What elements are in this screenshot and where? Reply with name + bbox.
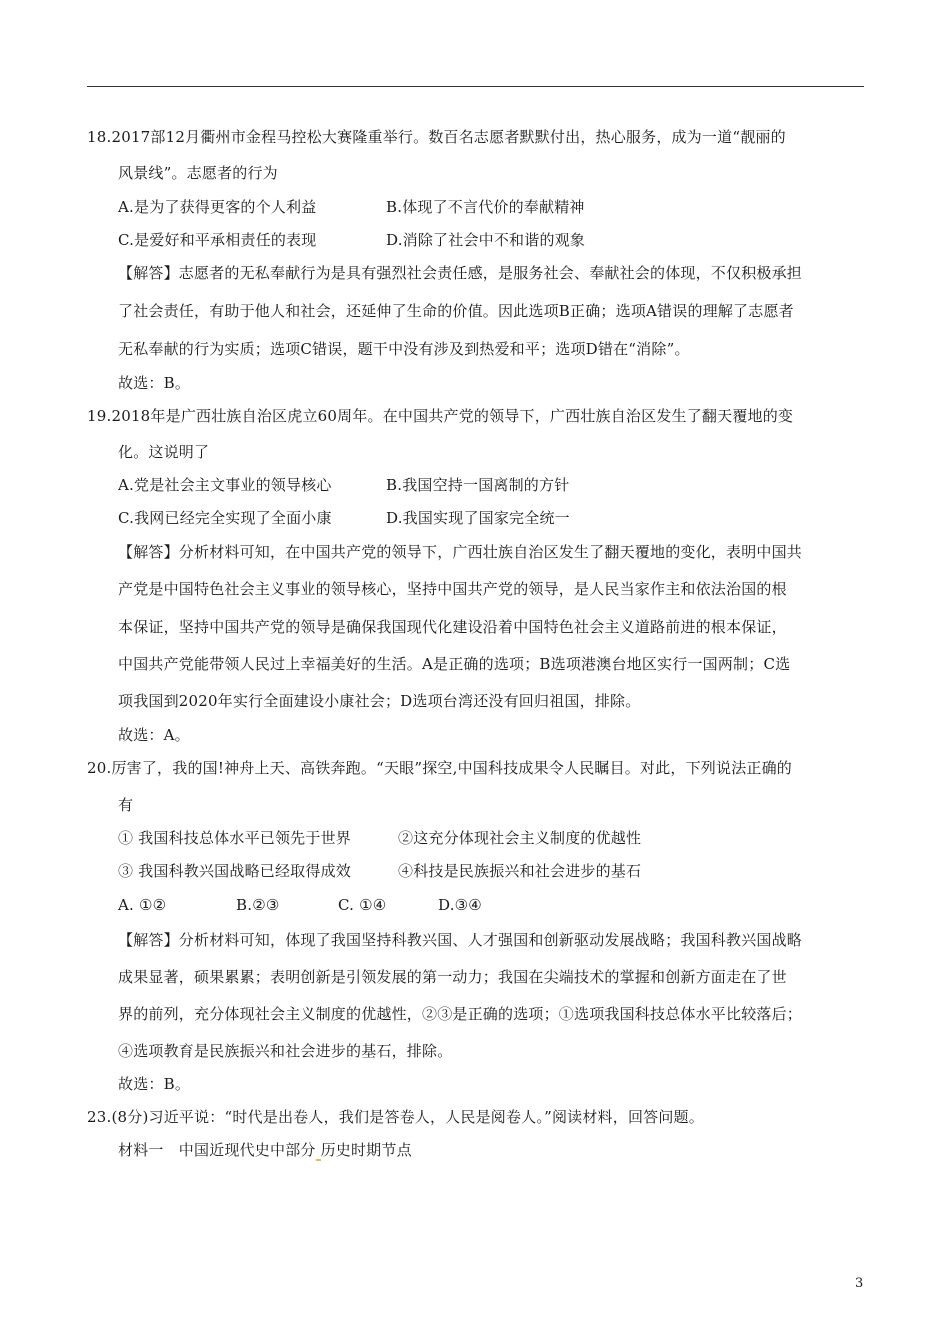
question-20-choice-c: C. ①④ <box>338 896 387 914</box>
question-18-option-b: B.体现了不言代价的奉献精神 <box>386 198 585 216</box>
question-20-answer-line-2: 成果显著，硕果累累；表明创新是引领发展的第一动力；我国在尖端技术的掌握和创新方面走在了世 <box>118 968 787 986</box>
question-18-final-answer: 故选：B。 <box>118 374 191 392</box>
question-19-answer-line-2: 产党是中国特色社会主义事业的领导核心，坚持中国共产党的领导，是人民当家作主和依法治国的根 <box>118 580 787 598</box>
question-19-answer-line-3: 本保证，坚持中国共产党的领导是确保我国现代化建设沿着中国特色社会主义道路前进的根本保证， <box>118 618 787 636</box>
question-18-stem-line-2: 风景线”。志愿者的行为 <box>118 164 278 182</box>
question-19-option-c: C.我网已经完全实现了全面小康 <box>118 509 332 527</box>
question-19-answer-line-1: 【解答】分析材料可知，在中国共产党的领导下，广西壮族自治区发生了翻天覆地的变化，表明中国共 <box>118 543 803 561</box>
question-18-option-d: D.消除了社会中不和谐的观象 <box>386 231 586 249</box>
question-19-stem-line-1: 19.2018年是广西壮族自治区虎立60周年。在中国共产党的领导下，广西壮族自治区发生了翻天覆地的变 <box>87 407 794 425</box>
question-20-statement-1: ① 我国科技总体水平已领先于世界 <box>118 829 351 847</box>
question-20-answer-line-3: 界的前列，充分体现社会主义制度的优越性，②③是正确的选项；①选项我国科技总体水平比较落后； <box>118 1005 803 1023</box>
question-19-answer-line-4: 中国共产党能带领人民过上幸福美好的生活。A是正确的选项；B选项港澳台地区实行一国两制；C选 <box>118 655 791 673</box>
question-20-stem-line-2: 有 <box>118 796 134 814</box>
question-19-stem-line-2: 化。这说明了 <box>118 443 210 461</box>
question-23-stem: 23.(8分)习近平说：“时代是出卷人，我们是答卷人，人民是阅卷人。”阅读材料，回答问题。 <box>87 1108 704 1126</box>
header-rule <box>87 86 864 87</box>
question-18-option-c: C.是爱好和平承相责任的表现 <box>118 231 317 249</box>
question-19-option-a: A.党是社会主文事业的领导核心 <box>118 476 332 494</box>
question-18-option-a: A.是为了获得更客的个人利益 <box>118 198 317 216</box>
question-20-final-answer: 故选：B。 <box>118 1075 191 1093</box>
question-18-answer-line-2: 了社会责任，有助于他人和社会，还延伸了生命的价值。因此选项B正确；选项A错误的理解了志愿者 <box>118 302 794 320</box>
question-18-answer-line-3: 无私奉献的行为实质；选项C错误，题干中没有涉及到热爱和平；选项D错在“消除”。 <box>118 340 690 358</box>
question-20-answer-line-1: 【解答】分析材料可知，体现了我国坚持科教兴国、人才强国和创新驱动发展战略；我国科教兴国战略 <box>118 931 803 949</box>
question-19-option-b: B.我国空持一国离制的方针 <box>386 476 570 494</box>
question-20-statement-3: ③ 我国科教兴国战略已经取得成效 <box>118 862 351 880</box>
question-20-stem-line-1: 20.厉害了，我的国!神舟上天、高铁奔跑。“天眼”探空,中国科技成果令人民瞩目。对此，下列说法正确的 <box>87 759 792 777</box>
question-20-statement-2: ②这充分体现社会主义制度的优越性 <box>398 829 642 847</box>
question-19-final-answer: 故选：A。 <box>118 726 190 744</box>
page-number: 3 <box>855 1276 864 1291</box>
question-18-answer-line-1: 【解答】志愿者的无私奉献行为是具有强烈社会责任感，是服务社会、奉献社会的体现，不仅积极承担 <box>118 264 803 282</box>
question-20-choice-d: D.③④ <box>438 896 482 914</box>
material-heading-prefix: 材料一 中国近现代史中部分 <box>118 1141 316 1159</box>
question-20-choice-b: B.②③ <box>236 896 280 914</box>
question-23-material-heading <box>118 1140 412 1160</box>
question-19-answer-line-5: 项我国到2020年实行全面建设小康社会；D选项台湾还没有回归祖国，排除。 <box>118 692 641 710</box>
question-19-option-d: D.我国实现了国家完全统一 <box>386 509 570 527</box>
question-20-answer-line-4: ④选项教育是民族振兴和社会进步的基石，排除。 <box>118 1042 453 1060</box>
material-heading-suffix: 历史时期节点 <box>320 1141 412 1159</box>
question-20-choice-a: A. ①② <box>118 896 167 914</box>
question-20-statement-4: ④科技是民族振兴和社会进步的基石 <box>398 862 642 880</box>
question-18-stem-line-1: 18.2017部12月衢州市金程马控松大赛隆重举行。数百名志愿者默默付出，热心服务，成为一道“靓丽的 <box>87 128 786 146</box>
